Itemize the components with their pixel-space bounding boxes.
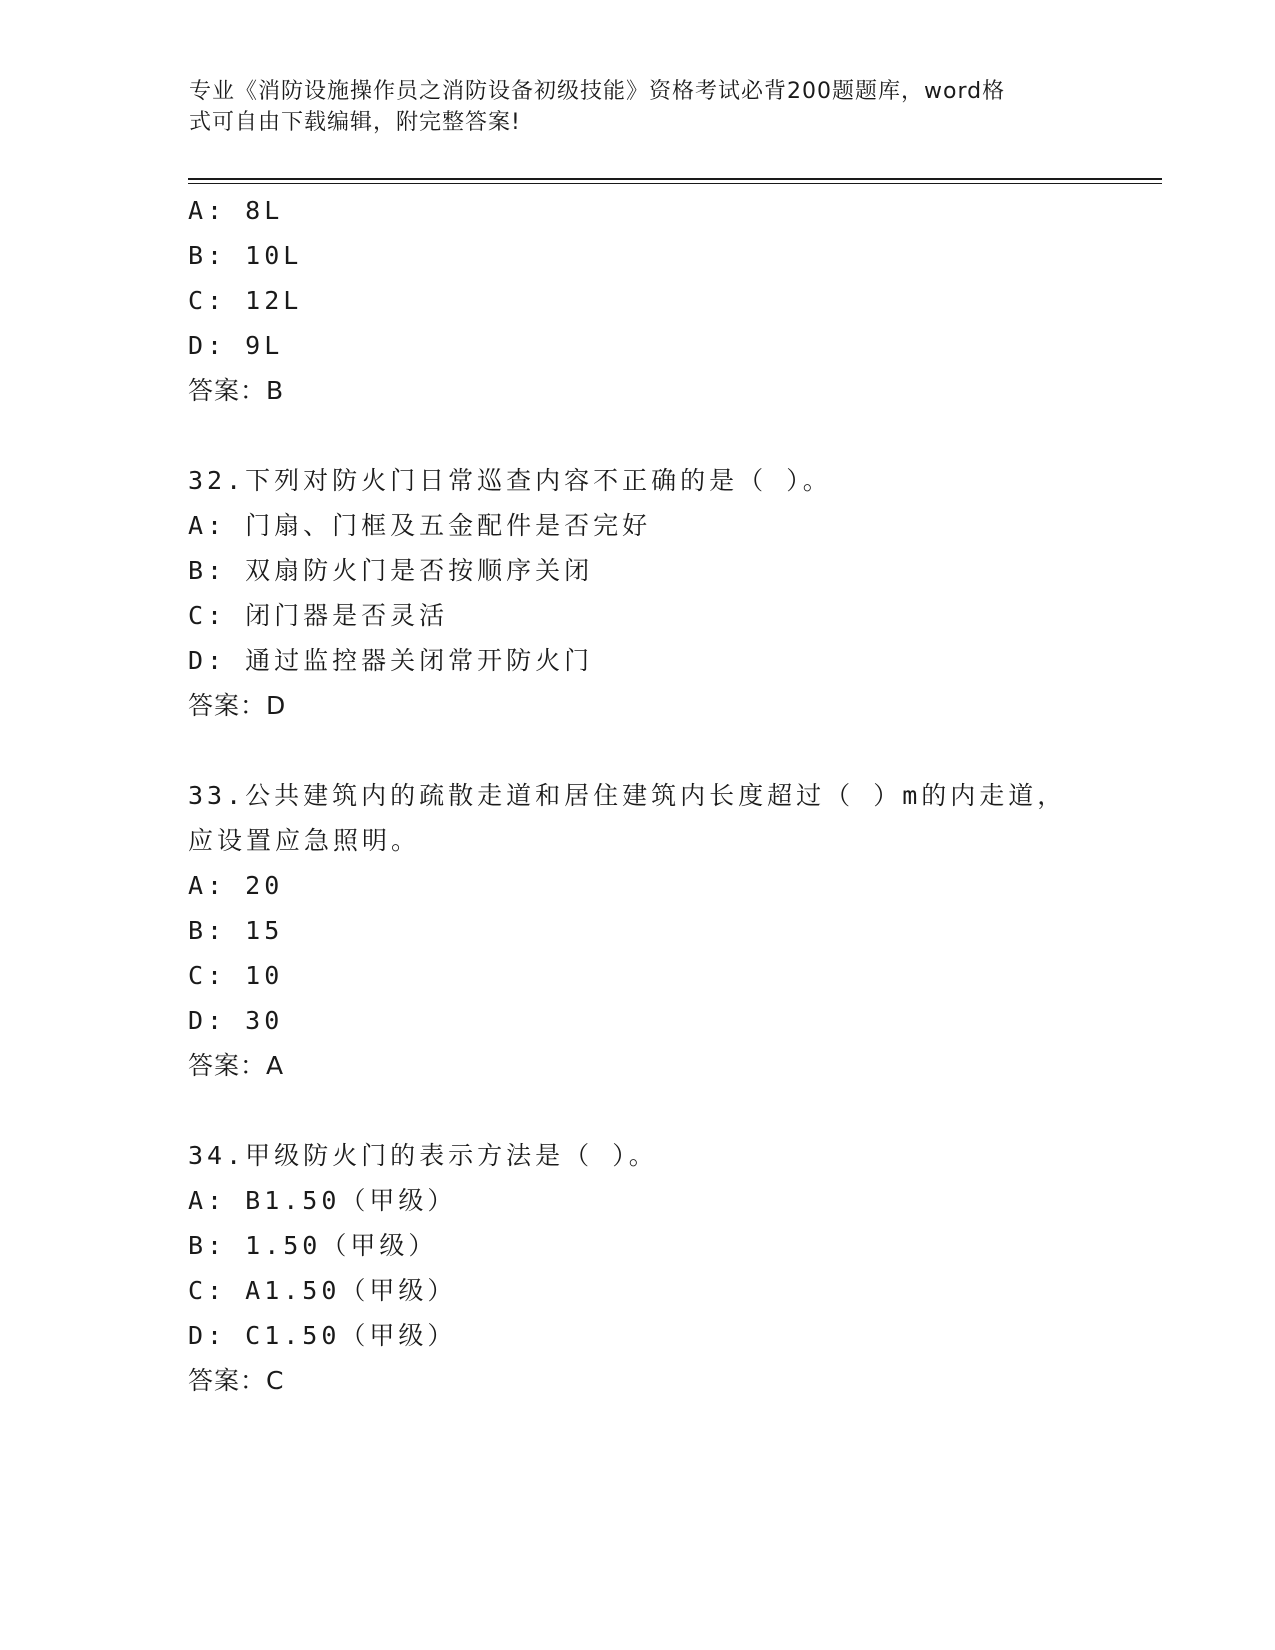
option-b: B: 1.50（甲级） — [188, 1231, 438, 1260]
question-32: 32.下列对防火门日常巡查内容不正确的是（ ）。 — [188, 466, 832, 495]
answer: 答案：D — [188, 691, 287, 720]
option-a: A: 门扇、门框及五金配件是否完好 — [188, 511, 652, 540]
answer: 答案：A — [188, 1051, 285, 1080]
question-34: 34.甲级防火门的表示方法是（ ）。 — [188, 1141, 658, 1170]
option-b: B: 双扇防火门是否按顺序关闭 — [188, 556, 594, 585]
header-line-2: 式可自由下载编辑，附完整答案! — [189, 110, 521, 135]
answer: 答案：B — [188, 376, 285, 405]
option-c: C: 闭门器是否灵活 — [188, 601, 449, 630]
option-b: B: 15 — [188, 916, 284, 945]
option-c: C: A1.50（甲级） — [188, 1276, 457, 1305]
header-divider-thick — [188, 178, 1162, 180]
header-line-1: 专业《消防设施操作员之消防设备初级技能》资格考试必背200题题库，word格 — [189, 79, 1006, 104]
answer: 答案：C — [188, 1366, 285, 1395]
option-d: D: C1.50（甲级） — [188, 1321, 457, 1350]
option-c: C: 10 — [188, 961, 284, 990]
option-d: D: 9L — [188, 331, 284, 360]
option-a: A: 8L — [188, 196, 284, 225]
option-a: A: 20 — [188, 871, 284, 900]
option-d: D: 30 — [188, 1006, 284, 1035]
option-b: B: 10L — [188, 241, 303, 270]
option-a: A: B1.50（甲级） — [188, 1186, 457, 1215]
option-c: C: 12L — [188, 286, 303, 315]
document-header — [189, 76, 1089, 138]
header-divider-thin — [188, 183, 1162, 184]
question-33-line-2: 应设置应急照明。 — [188, 826, 421, 855]
option-d: D: 通过监控器关闭常开防火门 — [188, 646, 594, 675]
question-33-line-1: 33.公共建筑内的疏散走道和居住建筑内长度超过（ ）m的内走道， — [188, 781, 1067, 810]
